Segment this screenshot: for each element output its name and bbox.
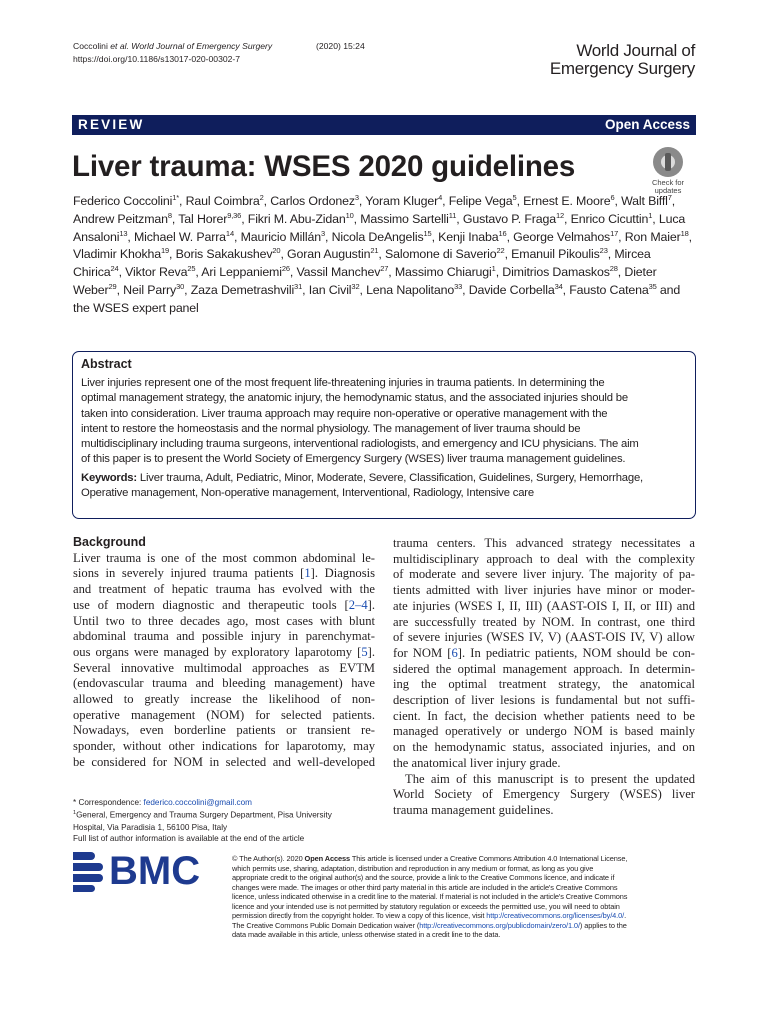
body-line: ate injuries (WSES I, II, III) (AAST-OIS I, II, or III) and — [393, 598, 695, 613]
abstract-text: Liver injuries represent one of the most frequent life-threatening injuries in trauma patients. In determining the optimal management strategy, the anatomic injury, the hemodynamic status, and the associated injuries should be taken into consideration. Liver trauma approach may require non-operative or operative management with the intent to restore the homeostasis and the normal physiology. The management of liver trauma should be multidisciplinary including trauma surgeons, interventional radiologists, and emergency and ICU physicians. The aim of this paper is to present the World Society of Emergency Surgery (WSES) liver trauma management guidelines. — [81, 377, 639, 466]
license-line: changes were made. The images or other third party material in this article are included in the article's Creative Commons — [232, 882, 618, 892]
body-line: allowed to greatly increase the likelihood of non- — [73, 692, 375, 707]
article-type-banner — [72, 115, 696, 135]
citation-line — [73, 40, 365, 53]
citation-link[interactable]: 6 — [451, 645, 458, 660]
author-name[interactable]: Kenji Inaba — [438, 229, 499, 244]
author-affiliation-marker: 8 — [167, 210, 172, 220]
author-affiliation-marker: 2 — [259, 192, 264, 202]
journal-name-line2: Emergency Surgery — [549, 59, 695, 78]
author-affiliation-marker: 18 — [680, 228, 689, 238]
citation-link[interactable]: 1 — [304, 566, 311, 581]
author-affiliation-marker: 21 — [370, 246, 379, 256]
author-name[interactable]: Raul Coimbra — [185, 194, 260, 208]
author-affiliation-marker: 7 — [667, 192, 672, 202]
body-line: ous organs were managed by exploratory laparotomy [5]. — [73, 644, 375, 659]
author-name[interactable]: Yoram Kluger — [365, 194, 439, 208]
citation-year-volume: (2020) 15:24 — [316, 41, 365, 51]
article-title: Liver trauma: WSES 2020 guidelines — [72, 150, 576, 183]
body-line: Several innovative multimodal approaches as EVTM — [73, 660, 375, 675]
body-line: sidered the optimal management approach. In determin- — [393, 661, 695, 676]
author-affiliation-marker: 16 — [498, 228, 507, 238]
citation-journal: et al. World Journal of Emergency Surgery — [110, 41, 273, 51]
bmc-logo-text: BMC — [109, 849, 201, 893]
abstract-heading: Abstract — [81, 357, 132, 371]
author-affiliation-marker: 11 — [448, 210, 457, 220]
author-affiliation-marker: 6 — [610, 192, 615, 202]
author-affiliation-marker: 22 — [496, 246, 505, 256]
license-line: data made available in this article, unless otherwise stated in a credit line to the data. — [232, 930, 501, 939]
author-affiliation-marker: 20 — [272, 246, 281, 256]
body-line: of severe injuries (WSES IV, V) (AAST-OIS IV, V) allow — [393, 630, 695, 645]
keywords-line2: Operative management, Non-operative management, Interventional, Radiology, Intensive care — [81, 487, 534, 500]
author-name[interactable]: Ernest E. Moore — [523, 194, 611, 208]
license-line: © The Author(s). 2020 Open Access This article is licensed under a Creative Commons Attribution 4.0 International License, — [232, 854, 628, 863]
author-name[interactable]: Ron Maier — [624, 229, 681, 244]
author-name[interactable]: Boris Sakakushev — [175, 247, 273, 262]
abstract-box — [72, 351, 696, 519]
body-line: for NOM [6]. In pediatric patients, NOM should be con- — [393, 645, 695, 660]
license-line: The Creative Commons Public Domain Dedication waiver (http://creativecommons.org/publicdomain/zero/1.0/) applies to the — [232, 920, 627, 930]
body-line: trauma centers. This advanced strategy necessitates a — [393, 536, 695, 550]
author-affiliation-marker: 24 — [110, 264, 119, 274]
citation-link[interactable]: 5 — [361, 644, 368, 659]
author-name[interactable]: Tal Horer — [178, 211, 228, 226]
author-affiliation-marker: 5 — [512, 192, 517, 202]
author-name[interactable]: Fausto Catena — [569, 282, 649, 297]
author-affiliation-marker: 15 — [423, 228, 432, 238]
author-affiliation-marker: 12 — [555, 210, 565, 220]
keywords-label: Keywords: — [81, 471, 137, 484]
author-name[interactable]: Zaza Demetrashvili — [190, 282, 295, 297]
author-name[interactable]: Walt Biffl — [621, 194, 668, 208]
body-line: description of liver lesions is fundamental but not suffi- — [393, 693, 695, 708]
body-line: World Society of Emergency Surgery (WSES) liver — [393, 787, 695, 802]
author-name[interactable]: Viktor Reva — [125, 265, 188, 280]
body-line: of moderate and severe liver injury. The majority of pa- — [393, 567, 695, 582]
author-name[interactable]: Vladimir Khokha — [73, 247, 161, 262]
author-affiliation-marker: 26 — [281, 264, 290, 274]
author-affiliation-marker: 3 — [320, 228, 325, 238]
license-line: licence, unless indicated otherwise in a credit line to the material. If material is not included in the article's Creative Commons — [232, 892, 628, 901]
full-author-info-note: Full list of author information is available at the end of the article — [73, 833, 305, 843]
author-name[interactable]: Carlos Ordonez — [270, 194, 355, 208]
author-name[interactable]: Massimo Sartelli — [360, 211, 449, 226]
open-access-label: Open Access — [304, 854, 351, 863]
author-name[interactable]: Andrew Peitzman — [73, 211, 168, 226]
author-affiliation-marker: 28 — [609, 264, 618, 274]
author-affiliation-marker: 27 — [380, 264, 389, 274]
author-affiliation-marker: 31 — [294, 281, 303, 291]
author-affiliation-marker: 34 — [554, 281, 563, 291]
body-line: The aim of this manuscript is to present the updated — [405, 771, 695, 786]
author-name[interactable]: Felipe Vega — [448, 194, 513, 208]
body-line: be considered for NOM in selected and well-developed — [73, 754, 375, 769]
body-line: managed operatively or undergo NOM is based mainly — [393, 724, 695, 739]
keywords-line1: Liver trauma, Adult, Pediatric, Minor, Moderate, Severe, Classification, Guidelines, Surgery, Hemorrhage, — [136, 471, 643, 484]
author-name[interactable]: Ian Civil — [308, 282, 352, 297]
author-affiliation-marker: 1* — [172, 192, 180, 202]
doi-link[interactable]: https://doi.org/10.1186/s13017-020-00302-7 — [73, 54, 241, 64]
body-line: ing the optimal treatment strategy, the anatomical — [393, 677, 695, 692]
author-affiliation-marker: 32 — [351, 281, 360, 291]
author-affiliation-marker: 3 — [354, 192, 359, 202]
body-line: tients admitted with liver injuries have minor or moder- — [393, 583, 695, 598]
author-name[interactable]: Ari Leppaniemi — [201, 265, 282, 280]
affiliation: $^1$General, Emergency and Trauma Surgery Department, Pisa University Hospital, Via Paradisia 1, 56100 Pisa, Italy — [73, 810, 332, 832]
citation-author: Coccolini — [73, 41, 108, 51]
author-name[interactable]: Mauricio Millán — [240, 229, 321, 244]
body-line: Until two to three decades ago, most cases with blunt — [73, 613, 375, 628]
author-affiliation-marker: 25 — [187, 264, 196, 274]
body-line: are successfully treated by NOM. In contrast, one third — [393, 614, 695, 629]
license-link[interactable]: http://creativecommons.org/publicdomain/zero/1.0/ — [419, 920, 580, 930]
body-column-left — [73, 535, 375, 771]
author-affiliation-marker: 33 — [454, 281, 463, 291]
correspondence-email[interactable]: federico.coccolini@gmail.com — [143, 798, 252, 807]
author-name[interactable]: Dimitrios Damaskos — [502, 265, 610, 280]
body-line: sions in severely injured trauma patients [1]. Diagnosis — [73, 566, 375, 581]
license-line: appropriate credit to the original author(s) and the source, provide a link to the Creative Commons licence, and indicate if — [232, 873, 615, 882]
check-for-updates-label: Check for updates — [651, 178, 685, 195]
author-affiliation-marker: 29 — [108, 281, 117, 291]
journal-name-line1: World Journal of — [576, 41, 695, 60]
author-name[interactable]: Luca Ansaloni — [73, 211, 686, 244]
author-name[interactable]: Fikri M. Abu-Zidan — [247, 211, 346, 226]
body-line: use of modern diagnostic and therapeutic tools [2–4]. — [73, 597, 375, 612]
body-line: and treatment of hepatic trauma has evolved with the — [73, 582, 375, 597]
body-line: the anatomical liver injury grade. — [393, 755, 561, 770]
author-affiliation-marker: 1 — [491, 264, 496, 274]
body-line: abdominal trauma and possible injury in parenchymat- — [73, 629, 375, 644]
body-line: Nowadays, even borderline patients or transient re- — [73, 723, 375, 738]
article-type: REVIEW — [78, 117, 145, 132]
check-for-updates-icon — [653, 147, 683, 177]
body-line: (endovascular trauma and bleeding management) have — [73, 676, 375, 691]
license-line: which permits use, sharing, adaptation, distribution and reproduction in any medium or format, as long as you give — [232, 863, 594, 873]
author-list: Federico Coccolini$^{1*}$, Raul Coimbra$^2$, Carlos Ordonez$^3$, Yoram Kluger$^4$, Felipe Vega$^5$, Ernest E. Moore$^6$, Walt Biffl$^7$, Andrew Peitzman$^8$, Tal Horer$^{9,36}$, Fikri M. Abu-Zidan$^{10}$, Massimo Sartelli$^{11}$, Gustavo P. Fraga$^{12}$, Enrico Cicuttin$^1$, Luca Ansaloni$^{13}$, Michael W. Parra$^{14}$, Mauricio Millán$^3$, Nicola DeAngelis$^{15}$, Kenji Inaba$^{16}$, George Velmahos$^{17}$, Ron Maier$^{18}$, Vladimir Khokha$^{19}$, Boris Sakakushev$^{20}$, Goran Augustin$^{21}$, Salomone di Saverio$^{22}$, Emanuil Pikoulis$^{23}$, Mircea Chirica$^{24}$, Viktor Reva$^{25}$, Ari Leppaniemi$^{26}$, Vassil Manchev$^{27}$, Massimo Chiarugi$^1$, Dimitrios Damaskos$^{28}$, Dieter Weber$^{29}$, Neil Parry$^{30}$, Zaza Demetrashvili$^{31}$, Ian Civil$^{32}$, Lena Napolitano$^{33}$, Davide Corbella$^{34}$, Fausto Catena$^{35}$ and the WSES expert panel — [73, 192, 692, 315]
author-affiliation-marker: 9,36 — [227, 210, 242, 220]
bmc-logo — [73, 849, 221, 893]
author-list-tail: and the WSES expert panel — [73, 282, 681, 315]
author-name[interactable]: Nicola DeAngelis — [331, 229, 424, 244]
body-line: multidisciplinary approach to deal with the complexity — [393, 551, 695, 566]
section-heading-background: Background — [73, 535, 146, 549]
author-name[interactable]: Enrico Cicuttin — [570, 211, 649, 226]
body-text-right — [393, 536, 695, 772]
author-affiliation-marker: 4 — [438, 192, 443, 202]
body-line: Liver trauma is one of the most common abdominal le- — [73, 550, 375, 565]
license-line: permission directly from the copyright holder. To view a copy of this licence, visit http://creativecommons.org/licenses/by/4.0/. — [232, 911, 627, 920]
author-name[interactable]: Federico Coccolini — [73, 194, 173, 208]
journal-logo — [550, 42, 695, 78]
body-line: trauma management guidelines. — [393, 802, 554, 817]
author-name[interactable]: Neil Parry — [123, 282, 177, 297]
author-name[interactable]: Vassil Manchev — [296, 265, 381, 280]
keywords — [81, 471, 687, 502]
body-line: sponder, without other indications for laparotomy, may — [73, 739, 375, 754]
author-name[interactable]: George Velmahos — [513, 229, 611, 244]
author-affiliation-marker: 10 — [345, 210, 354, 220]
license-link[interactable]: http://creativecommons.org/licenses/by/4.0/ — [486, 911, 625, 920]
body-line: cient. In fact, the decision whether patients need to be — [393, 708, 695, 723]
author-affiliation-marker: 17 — [610, 228, 619, 238]
footnotes — [73, 797, 373, 844]
body-line: on the hemodynamic status, associated injuries, and on — [393, 740, 695, 755]
author-name[interactable]: Dieter Weber — [73, 265, 657, 297]
author-affiliation-marker: 35 — [648, 281, 657, 291]
author-affiliation-marker: 30 — [176, 281, 185, 291]
author-name[interactable]: Michael W. Parra — [133, 229, 226, 244]
author-name[interactable]: Emanuil Pikoulis — [511, 247, 600, 262]
author-affiliation-marker: 1 — [648, 210, 653, 220]
license-line: licence and your intended use is not permitted by statutory regulation or exceeds the permitted use, you will need to obtain — [232, 901, 620, 911]
citation-header — [73, 40, 365, 66]
open-access-label: Open Access — [604, 117, 690, 132]
author-name[interactable]: Davide Corbella — [468, 282, 555, 297]
license-text — [232, 854, 694, 940]
correspondence: * Correspondence: federico.coccolini@gmail.com — [73, 798, 252, 807]
body-text-left — [73, 551, 375, 771]
citation-link[interactable]: 2–4 — [348, 597, 368, 612]
author-name[interactable]: Goran Augustin — [287, 247, 371, 262]
body-line: operative management (NOM) for selected patients. — [73, 707, 375, 722]
author-name[interactable]: Massimo Chiarugi — [394, 265, 492, 280]
body-column-right — [393, 536, 695, 819]
author-name[interactable]: Gustavo P. Fraga — [462, 211, 556, 226]
author-name[interactable]: Salomone di Saverio — [385, 247, 497, 262]
author-name[interactable]: Lena Napolitano — [366, 282, 455, 297]
author-affiliation-marker: 13 — [119, 228, 128, 238]
author-affiliation-marker: 23 — [599, 246, 608, 256]
author-affiliation-marker: 19 — [160, 246, 170, 256]
body-text-right-para2 — [393, 772, 695, 819]
bmc-logo-icon — [73, 852, 103, 892]
author-name[interactable]: Mircea Chirica — [73, 247, 651, 280]
author-affiliation-marker: 14 — [225, 228, 234, 238]
